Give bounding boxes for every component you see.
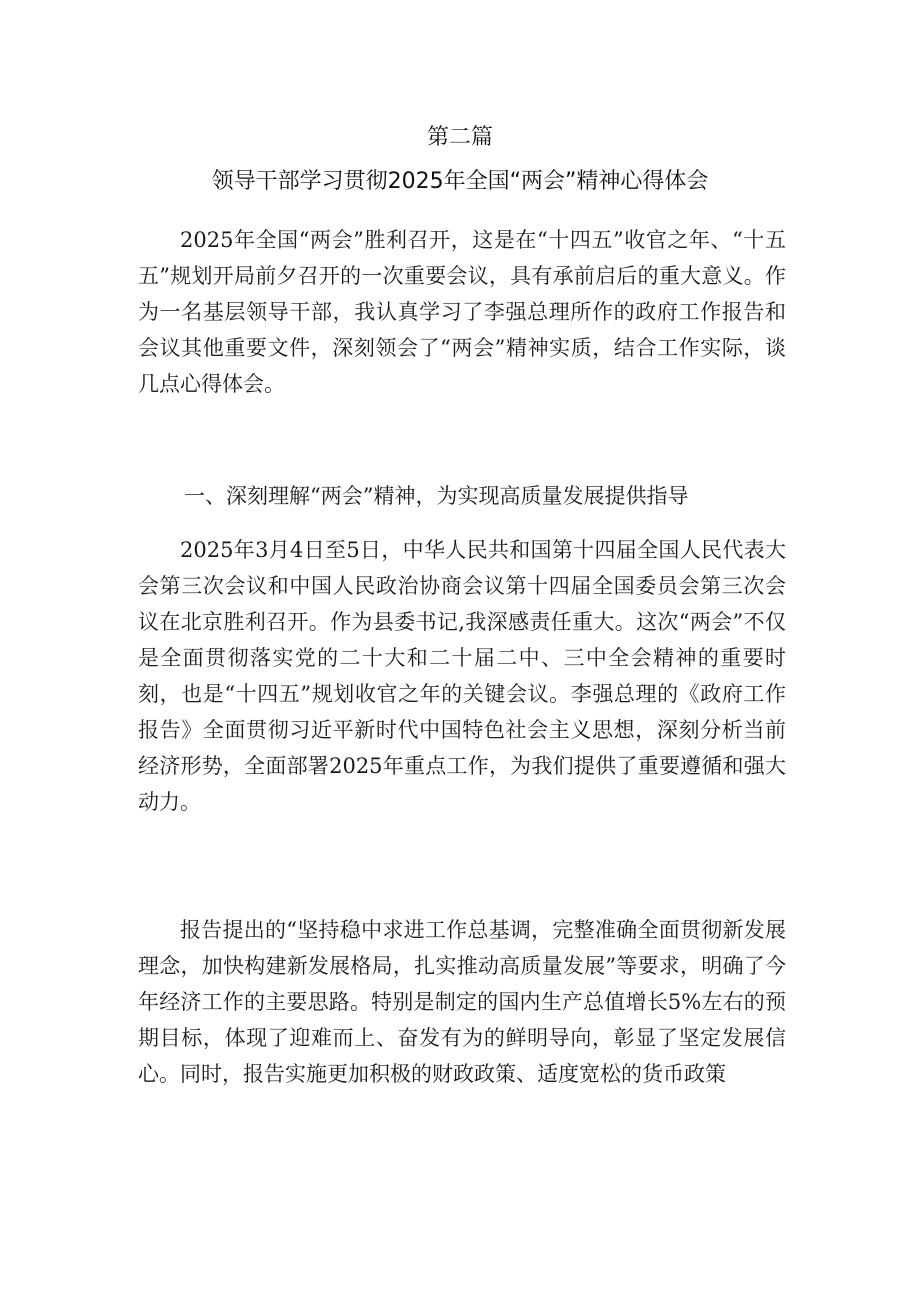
section-1-paragraph-2: 报告提出的“坚持稳中求进工作总基调，完整准确全面贯彻新发展理念，加快构建新发展格局，扎实推动高质量发展”等要求，明确了今年经济工作的主要思路。特别是制定的国内生产总值增长5%左右的预期目标，体现了迎难而上、奋发有为的鲜明导向，彰显了坚定发展信心。同时，报告实施更加积极的财政政策、适度宽松的货币政策 [138, 918, 786, 1086]
section-1-paragraph-1: 2025年3月4日至5日，中华人民共和国第十四届全国人民代表大会第三次会议和中国人民政治协商会议第十四届全国委员会第三次会议在北京胜利召开。作为县委书记,我深感责任重大。这次“两会”不仅是全面贯彻落实党的二十大和二十届二中、三中全会精神的重要时刻，也是“十四五”规划收官之年的关键会议。李强总理的《政府工作报告》全面贯彻习近平新时代中国特色社会主义思想，深刻分析当前经济形势，全面部署2025年重点工作，为我们提供了重要遵循和强大动力。 [138, 538, 786, 814]
document-main-title: 领导干部学习贯彻2025年全国“两会”精神心得体会 [211, 169, 709, 194]
intro-paragraph: 2025年全国“两会”胜利召开，这是在“十四五”收官之年、“十五五”规划开局前夕召开的一次重要会议，具有承前启后的重大意义。作为一名基层领导干部，我认真学习了李强总理所作的政府工作报告和会议其他重要文件，深刻领会了“两会”精神实质，结合工作实际，谈几点心得体会。 [138, 228, 786, 396]
section-heading-1: 一、深刻理解“两会”精神，为实现高质量发展提供指导 [184, 484, 689, 508]
document-chapter-title: 第二篇 [426, 125, 493, 150]
